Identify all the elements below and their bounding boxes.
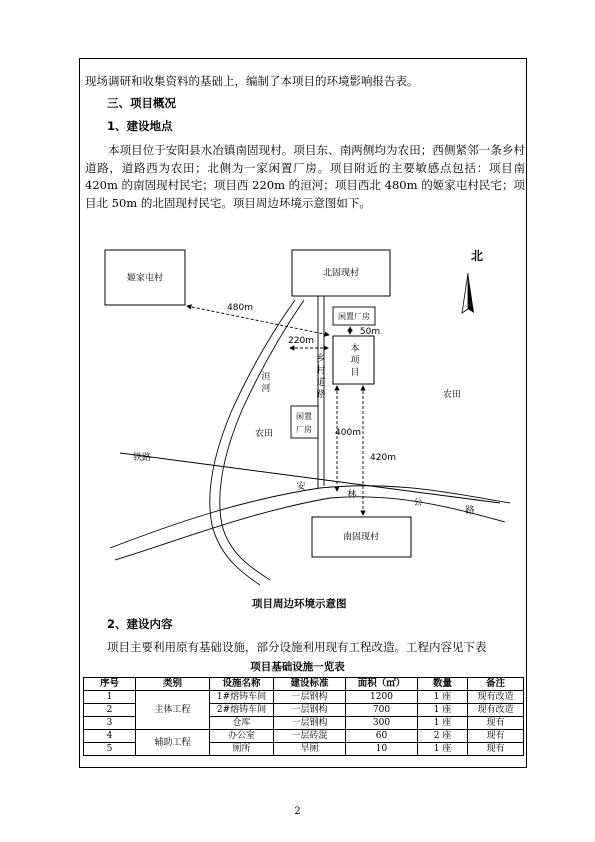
river-label-2: 河	[261, 384, 271, 394]
cell-qty: 2 座	[418, 730, 468, 743]
idle-factory-left-label-1: 闲置	[296, 412, 312, 421]
header-no: 序号	[84, 678, 136, 691]
cell-qty: 1 座	[418, 717, 468, 730]
cell-no: 5	[84, 743, 136, 756]
highway-label-4: 路	[465, 506, 475, 516]
distance-400m-label: 400m	[335, 428, 361, 438]
location-paragraph: 本项目位于安阳县水冶镇南固现村。项目东、南两侧均为农田；西侧紧邻一条乡村道路，道路西为农田；北侧为一家闲置厂房。项目附近的主要敏感点包括：项目南 420m 的南固现村民宅；项目西 220m 的洹河；项目西北 480m 的姬家屯村民宅；项目北 50m 的北固现村民宅。项目周边环境示意图如下。	[85, 143, 525, 210]
header-area: 面积（㎡）	[346, 678, 418, 691]
section-heading: 三、项目概况	[107, 96, 176, 110]
highway-label-3: 公	[413, 498, 423, 508]
cell-standard: 一层钢构	[274, 704, 346, 717]
subsection-heading-content: 2、建设内容	[107, 617, 173, 631]
idle-factory-left-label-2: 厂房	[296, 425, 312, 434]
table-title: 项目基础设施一览表	[250, 661, 345, 673]
village-road-label-4: 路	[316, 390, 326, 400]
cell-name: 1#熔铸车间	[210, 691, 274, 704]
page-number: 2	[294, 806, 301, 817]
cell-name: 厕所	[210, 743, 274, 756]
intro-line: 现场调研和收集资料的基础上，编制了本项目的环境影响报告表。	[85, 74, 419, 88]
project-label-1: 本	[350, 344, 360, 354]
cell-no: 3	[84, 717, 136, 730]
cell-area: 700	[346, 704, 418, 717]
header-qty: 数量	[418, 678, 468, 691]
distance-50m-label: 50m	[359, 327, 381, 337]
cell-no: 2	[84, 704, 136, 717]
header-name: 设施名称	[210, 678, 274, 691]
railway-line	[120, 453, 500, 503]
cell-area: 60	[346, 730, 418, 743]
village-south-label: 南固现村	[342, 532, 380, 543]
farmland-west-label: 农田	[254, 429, 274, 439]
header-note: 备注	[468, 678, 524, 691]
distance-220m-label: 220m	[288, 336, 314, 346]
header-standard: 建设标准	[274, 678, 346, 691]
cell-qty: 1 座	[418, 704, 468, 717]
highway-label-2: 林	[347, 490, 357, 500]
village-north-label: 北固现村	[322, 268, 360, 279]
cell-category-main: 主体工程	[136, 691, 210, 730]
village-road-label-3: 道	[316, 378, 326, 388]
cell-name: 2#熔铸车间	[210, 704, 274, 717]
distance-480m-label: 480m	[227, 303, 253, 313]
highway-label-1: 安	[296, 482, 306, 492]
cell-standard: 旱厕	[274, 743, 346, 756]
cell-note: 现有改造	[468, 704, 524, 717]
infrastructure-table	[83, 677, 524, 756]
cell-area: 1200	[346, 691, 418, 704]
cell-qty: 1 座	[418, 743, 468, 756]
cell-note: 现有	[468, 730, 524, 743]
north-arrow-icon	[462, 273, 474, 313]
cell-note: 现有	[468, 743, 524, 756]
railway-label: 铁路	[132, 453, 152, 463]
cell-no: 4	[84, 730, 136, 743]
subsection-heading-location: 1、建设地点	[107, 119, 173, 133]
cell-standard: 一层钢构	[274, 691, 346, 704]
header-category: 类别	[136, 678, 210, 691]
map-caption: 项目周边环境示意图	[252, 598, 347, 610]
cell-note: 现有	[468, 717, 524, 730]
north-label: 北	[470, 249, 484, 263]
village-road-label-2: 村	[316, 366, 326, 376]
river-label-1: 洹	[261, 372, 271, 382]
project-label-3: 目	[350, 368, 360, 378]
table-row	[84, 691, 524, 704]
content-paragraph: 项目主要利用原有基础设施，部分设施利用现有工程改造。工程内容见下表	[107, 640, 487, 654]
village-jijiatun-label: 姬家屯村	[126, 273, 164, 284]
cell-standard: 一层钢构	[274, 717, 346, 730]
distance-480m-arrow	[187, 306, 329, 335]
table-row	[84, 730, 524, 743]
cell-note: 现有改造	[468, 691, 524, 704]
cell-no: 1	[84, 691, 136, 704]
cell-qty: 1 座	[418, 691, 468, 704]
cell-standard: 一层砖混	[274, 730, 346, 743]
cell-area: 10	[346, 743, 418, 756]
distance-420m-label: 420m	[370, 453, 396, 463]
table-header-row	[84, 678, 524, 691]
cell-name: 仓库	[210, 717, 274, 730]
idle-factory-top-label: 闲置厂房	[338, 312, 370, 321]
village-road-label-1: 乡	[316, 354, 326, 364]
farmland-east-label: 农田	[442, 390, 462, 400]
project-label-2: 项	[350, 356, 360, 366]
cell-area: 300	[346, 717, 418, 730]
cell-category-aux: 辅助工程	[136, 730, 210, 756]
cell-name: 办公室	[210, 730, 274, 743]
